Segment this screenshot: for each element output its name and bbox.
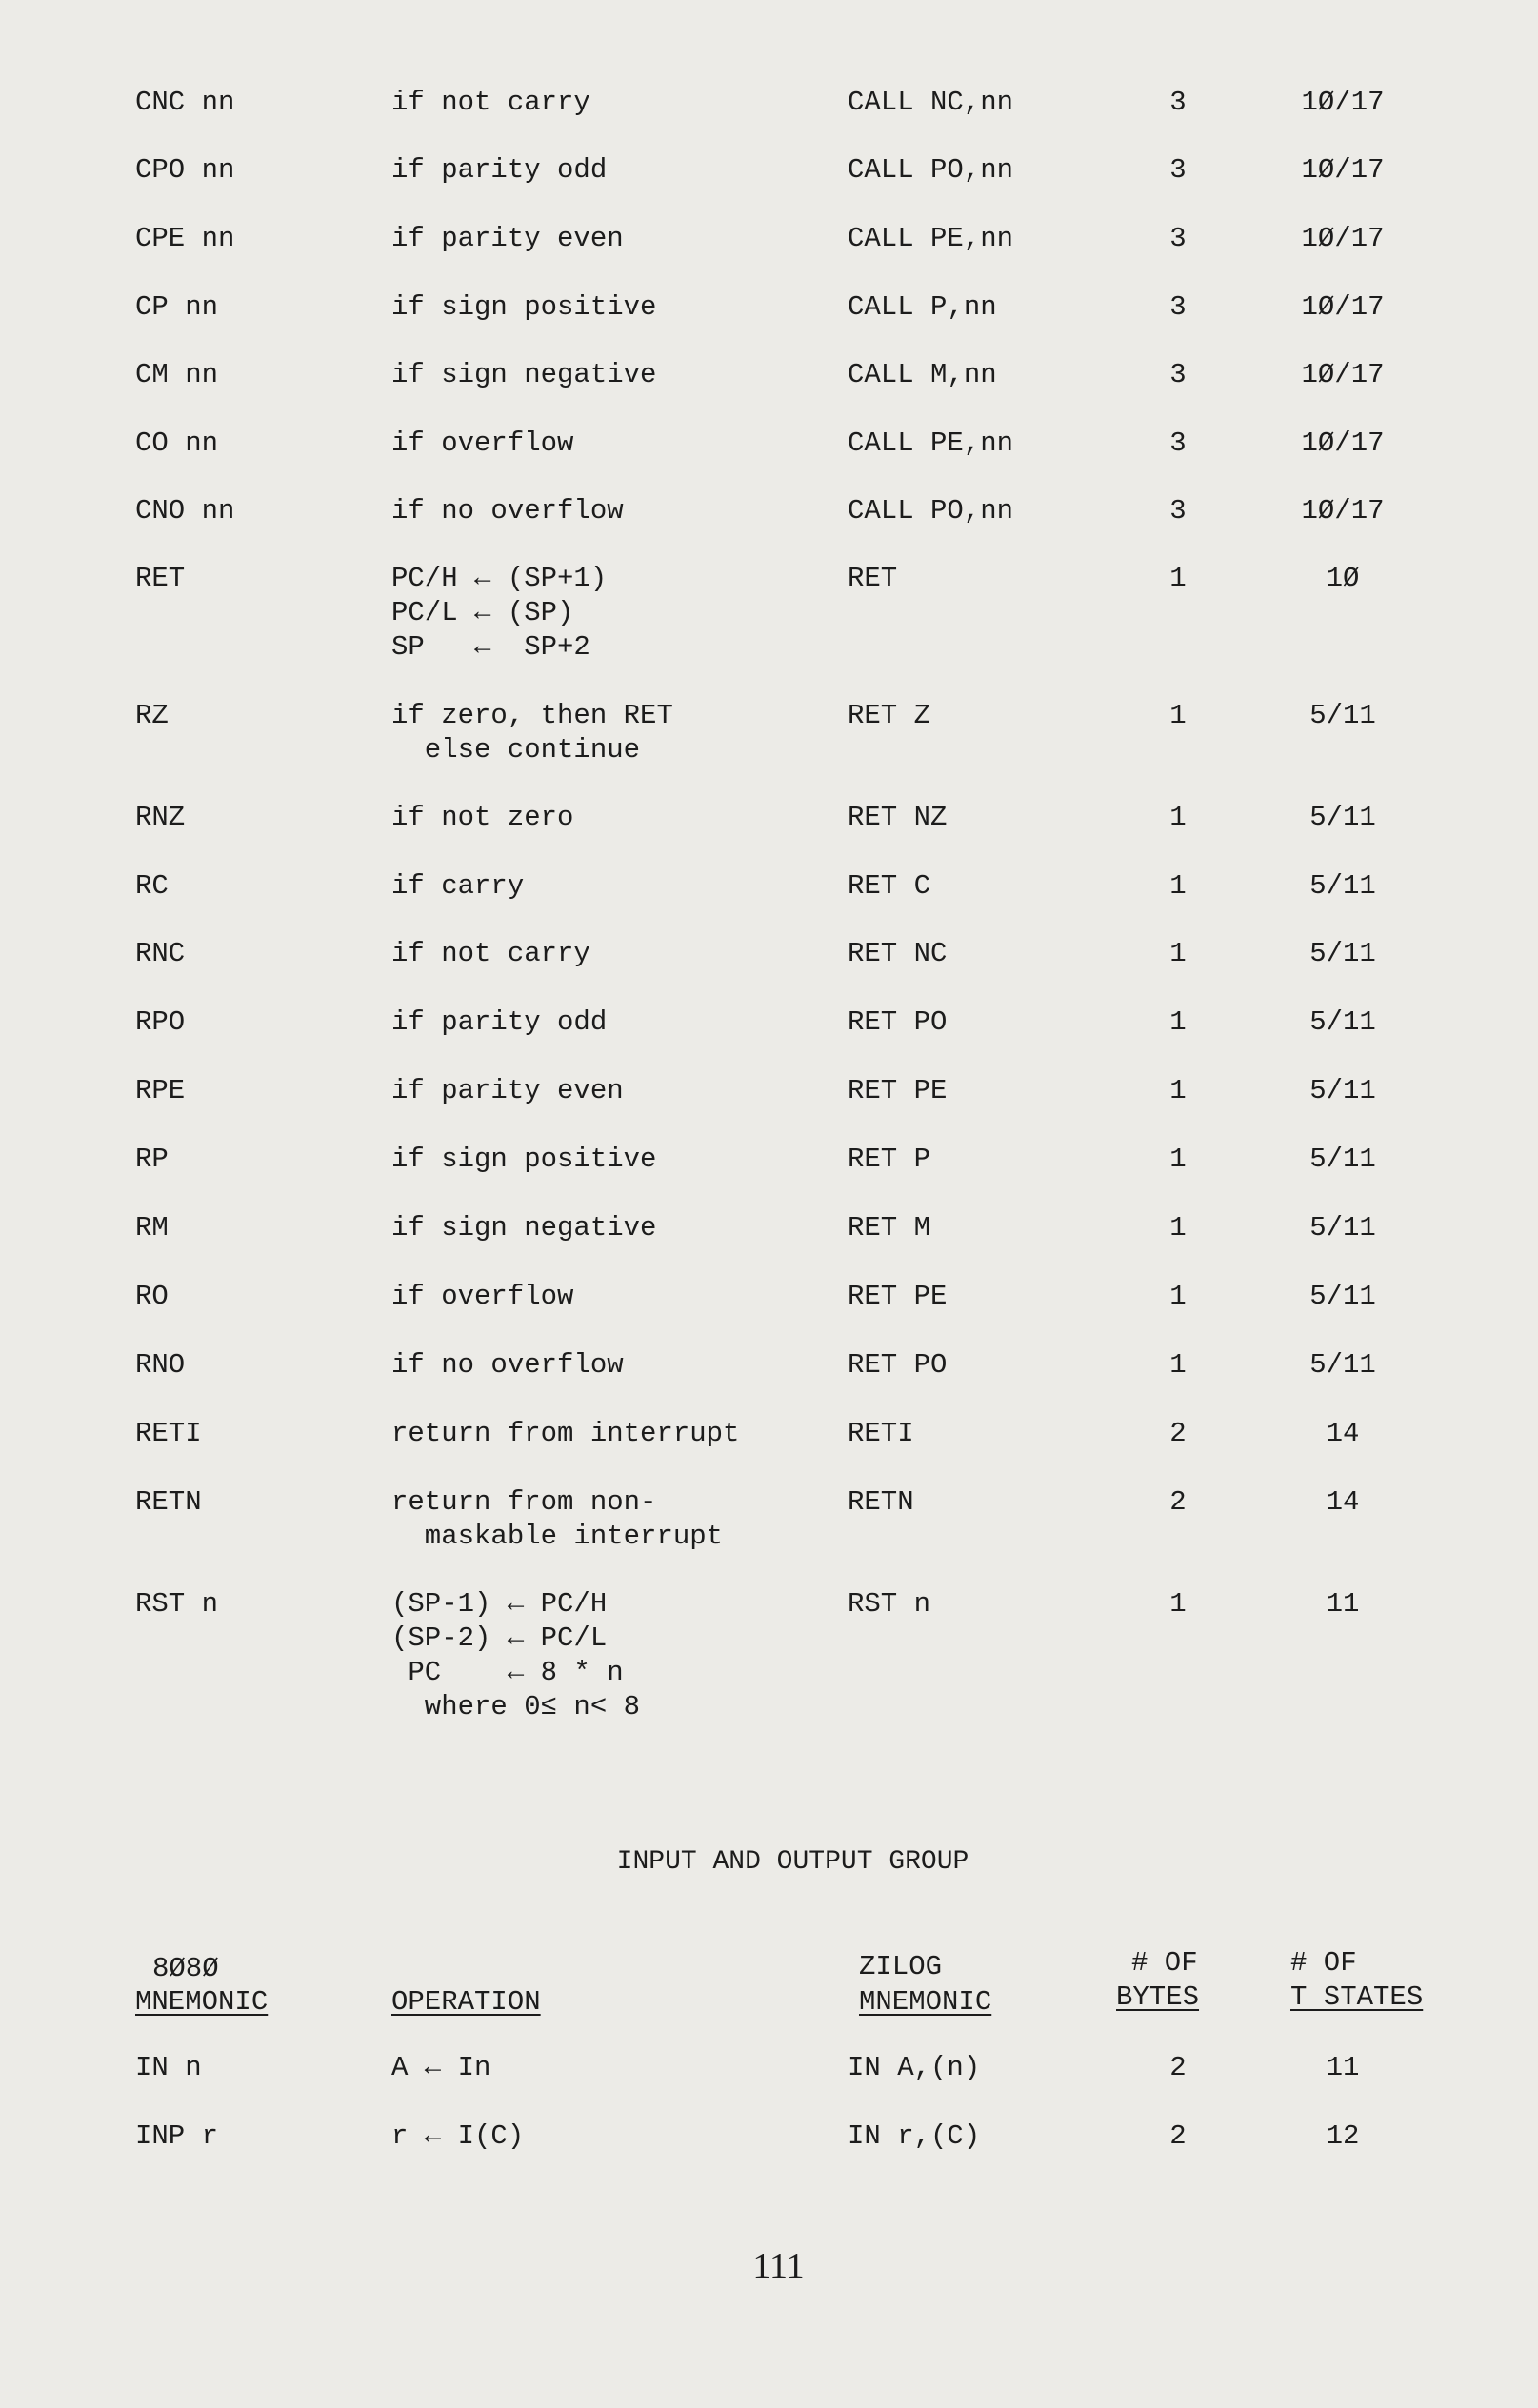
zilog-mnemonic: IN A,(n) [848,2052,981,2083]
operation [391,2051,490,2085]
operation-line: r ← I(C) [391,2120,525,2152]
byte-count: 1 [1169,802,1187,833]
operation-line: (SP-1) ← PC/H [391,1588,608,1620]
byte-count: 1 [1169,938,1187,969]
byte-count: 1 [1169,1075,1187,1106]
mnemonic-8080: RETI [135,1418,202,1449]
operation [391,1211,656,1245]
t-states: 11 [1326,1588,1360,1620]
byte-count: 1 [1169,1212,1187,1244]
mnemonic-8080: INP r [135,2120,219,2152]
mnemonic-8080: RO [135,1281,169,1312]
operation-line: return from non- [391,1486,657,1518]
operation [391,427,573,461]
t-states: 14 [1326,1418,1360,1449]
t-states: 1Ø/17 [1301,359,1385,390]
operation-line: if carry [391,870,525,902]
operation-line: if not carry [391,938,590,969]
operation [391,222,624,256]
operation-line: if no overflow [391,1349,624,1381]
byte-count: 3 [1169,428,1187,459]
byte-count: 3 [1169,154,1187,186]
operation-line: if not carry [391,87,590,118]
operation-line: if sign positive [391,291,657,323]
t-states: 1Ø/17 [1301,154,1385,186]
operation-line: (SP-2) ← PC/L [391,1622,608,1654]
mnemonic-8080: RZ [135,700,169,731]
t-states: 5/11 [1309,700,1376,731]
operation [391,1280,573,1314]
t-states: 5/11 [1309,938,1376,969]
operation [391,801,573,835]
zilog-mnemonic: IN r,(C) [848,2120,981,2152]
operation-line: if zero, then RET [391,700,673,731]
t-states: 1Ø/17 [1301,223,1385,254]
operation-line: if parity even [391,1075,624,1106]
t-states: 1Ø/17 [1301,291,1385,323]
operation [391,937,590,971]
header-states-top: # OF [1290,1947,1357,1979]
zilog-mnemonic: RET C [848,870,931,902]
t-states: 5/11 [1309,802,1376,833]
zilog-mnemonic: CALL M,nn [848,359,997,390]
operation [391,1485,723,1554]
mnemonic-8080: CNC nn [135,87,235,118]
t-states: 5/11 [1309,870,1376,902]
operation-line: if parity odd [391,1006,608,1038]
operation-line: if sign negative [391,1212,657,1244]
byte-count: 1 [1169,1588,1187,1620]
header-mnemonic: MNEMONIC [135,1986,269,2018]
zilog-mnemonic: CALL PO,nn [848,495,1014,527]
t-states: 14 [1326,1486,1360,1518]
byte-count: 3 [1169,291,1187,323]
operation [391,1417,739,1451]
operation [391,562,607,665]
zilog-mnemonic: RET P [848,1144,931,1175]
operation [391,153,607,188]
mnemonic-8080: CNO nn [135,495,235,527]
mnemonic-8080: CM nn [135,359,219,390]
mnemonic-8080: RP [135,1144,169,1175]
t-states: 5/11 [1309,1212,1376,1244]
operation-line: if parity even [391,223,624,254]
mnemonic-8080: RM [135,1212,169,1244]
t-states: 5/11 [1309,1006,1376,1038]
operation [391,869,524,904]
t-states: 1Ø/17 [1301,495,1385,527]
byte-count: 1 [1169,700,1187,731]
mnemonic-8080: RET [135,563,186,594]
operation [391,290,656,325]
zilog-mnemonic: CALL PE,nn [848,223,1014,254]
header-bytes: BYTES [1116,1981,1200,2013]
operation-line: A ← In [391,2052,491,2083]
mnemonic-8080: CP nn [135,291,219,323]
mnemonic-8080: IN n [135,2052,202,2083]
zilog-mnemonic: RET M [848,1212,931,1244]
operation-line: PC/H ← (SP+1) [391,563,608,594]
t-states: 1Ø/17 [1301,87,1385,118]
zilog-mnemonic: RET NZ [848,802,948,833]
mnemonic-8080: CO nn [135,428,219,459]
zilog-mnemonic: CALL PE,nn [848,428,1014,459]
mnemonic-8080: RPO [135,1006,186,1038]
section-title: INPUT AND OUTPUT GROUP [616,1847,969,1877]
byte-count: 2 [1169,2120,1187,2152]
header-states: T STATES [1290,1981,1424,2013]
mnemonic-8080: RETN [135,1486,202,1518]
operation-line: return from interrupt [391,1418,740,1449]
header-zilog-mnemonic: MNEMONIC [859,1986,992,2018]
mnemonic-8080: RNO [135,1349,186,1381]
operation [391,1348,624,1383]
mnemonic-8080: RC [135,870,169,902]
mnemonic-8080: CPO nn [135,154,235,186]
zilog-mnemonic: RET PE [848,1281,948,1312]
byte-count: 2 [1169,2052,1187,2083]
mnemonic-8080: RST n [135,1588,219,1620]
operation-line: PC ← 8 * n [391,1657,624,1688]
mnemonic-8080: RNZ [135,802,186,833]
zilog-mnemonic: RETI [848,1418,914,1449]
byte-count: 1 [1169,1281,1187,1312]
byte-count: 3 [1169,495,1187,527]
operation-line: maskable interrupt [391,1521,724,1552]
t-states: 12 [1326,2120,1360,2152]
operation-line: if not zero [391,802,574,833]
t-states: 5/11 [1309,1349,1376,1381]
operation-line: if sign positive [391,1144,657,1175]
operation [391,1005,607,1040]
t-states: 5/11 [1309,1281,1376,1312]
operation-line: if overflow [391,428,574,459]
mnemonic-8080: RNC [135,938,186,969]
operation-line: if overflow [391,1281,574,1312]
byte-count: 1 [1169,563,1187,594]
operation-line: if no overflow [391,495,624,527]
t-states: 11 [1326,2052,1360,2083]
t-states: 1Ø/17 [1301,428,1385,459]
byte-count: 1 [1169,1006,1187,1038]
zilog-mnemonic: CALL NC,nn [848,87,1014,118]
operation [391,2119,524,2154]
operation [391,1074,624,1108]
operation-line: SP ← SP+2 [391,631,590,663]
zilog-mnemonic: CALL PO,nn [848,154,1014,186]
t-states: 5/11 [1309,1075,1376,1106]
t-states: 1Ø [1326,563,1360,594]
operation [391,86,590,120]
mnemonic-8080: CPE nn [135,223,235,254]
zilog-mnemonic: RET PO [848,1006,948,1038]
zilog-mnemonic: RST n [848,1588,931,1620]
operation [391,699,673,767]
operation-line: where 0≤ n< 8 [391,1691,641,1722]
byte-count: 3 [1169,359,1187,390]
header-zilog: ZILOG [859,1951,943,1982]
operation [391,494,624,528]
operation [391,358,656,392]
zilog-mnemonic: RET PO [848,1349,948,1381]
header-8080: 8Ø8Ø [152,1953,219,1984]
byte-count: 1 [1169,1349,1187,1381]
t-states: 5/11 [1309,1144,1376,1175]
operation-line: if parity odd [391,154,608,186]
zilog-mnemonic: RET Z [848,700,931,731]
byte-count: 2 [1169,1486,1187,1518]
byte-count: 3 [1169,87,1187,118]
byte-count: 2 [1169,1418,1187,1449]
header-bytes-top: # OF [1131,1947,1198,1979]
byte-count: 1 [1169,1144,1187,1175]
operation-line: PC/L ← (SP) [391,597,574,628]
header-operation: OPERATION [391,1986,541,2018]
operation-line: else continue [391,734,641,766]
operation [391,1143,656,1177]
zilog-mnemonic: RET PE [848,1075,948,1106]
byte-count: 3 [1169,223,1187,254]
operation [391,1587,640,1724]
page-number: 111 [752,2246,805,2286]
operation-line: if sign negative [391,359,657,390]
zilog-mnemonic: CALL P,nn [848,291,997,323]
zilog-mnemonic: RET NC [848,938,948,969]
zilog-mnemonic: RET [848,563,898,594]
byte-count: 1 [1169,870,1187,902]
zilog-mnemonic: RETN [848,1486,914,1518]
mnemonic-8080: RPE [135,1075,186,1106]
